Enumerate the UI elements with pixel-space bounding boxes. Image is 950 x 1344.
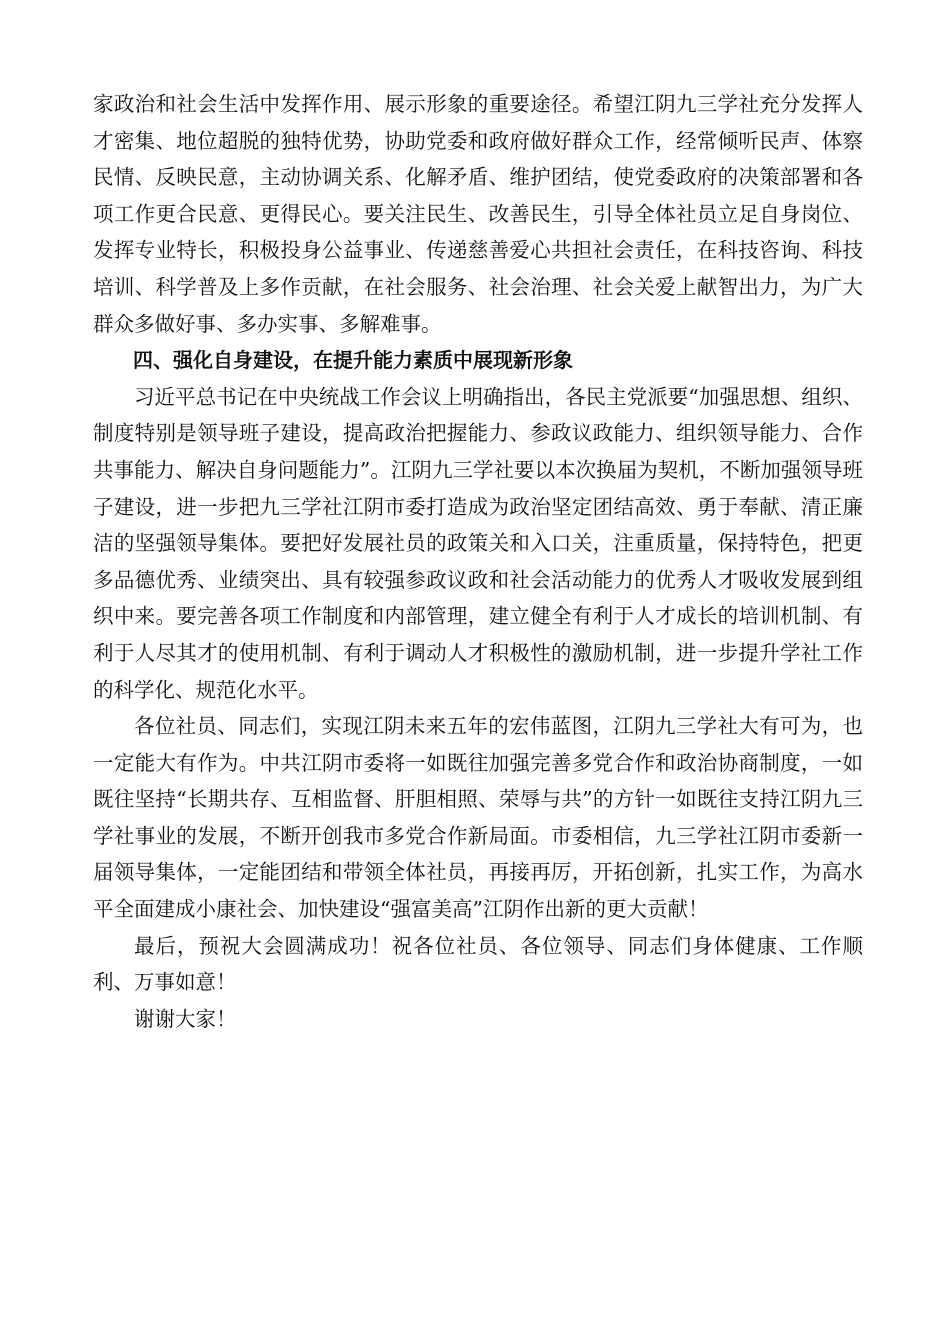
body-paragraph-thanks: 谢谢大家！: [134, 1006, 237, 1031]
document-page: [93, 86, 863, 1037]
body-paragraph-wishes: 最后，预祝大会圆满成功！祝各位社员、各位领导、同志们身体健康、工作顺利、万事如意！: [93, 933, 863, 995]
body-paragraph-continuation: 家政治和社会生活中发挥作用、展示形象的重要途径。希望江阴九三学社充分发挥人才密集、地位超脱的独特优势，协助党委和政府做好群众工作，经常倾听民声、体察民情、反映民意，主动协调关系、化解矛盾、维护团结，使党委政府的决策部署和各项工作更合民意、更得民心。要关注民生、改善民生，引导全体社员立足自身岗位、发挥专业特长，积极投身公益事业、传递慈善爱心共担社会责任，在科技咨询、科技培训、科学普及上多作贡献，在社会服务、社会治理、社会关爱上献智出力，为广大群众多做好事、多办实事、多解难事。: [93, 92, 863, 336]
section-heading-4: 四、强化自身建设，在提升能力素质中展现新形象: [133, 348, 573, 373]
body-paragraph-closing: 各位社员、同志们，实现江阴未来五年的宏伟蓝图，江阴九三学社大有可为，也一定能大有作为。中共江阴市委将一如既往加强完善多党合作和政治协商制度，一如既往坚持“长期共存、互相监督、肝胆相照、荣辱与共”的方针一如既往支持江阴九三学社事业的发展，不断开创我市多党合作新局面。市委相信，九三学社江阴市委新一届领导集体，一定能团结和带领全体社员，再接再厉，开拓创新，扎实工作，为高水平全面建成小康社会、加快建设“强富美高”江阴作出新的更大贡献！: [93, 714, 863, 922]
body-paragraph-self-building: 习近平总书记在中央统战工作会议上明确指出，各民主党派要“加强思想、组织、制度特别是领导班子建设，提高政治把握能力、参政议政能力、组织领导能力、合作共事能力、解决自身问题能力”。江阴九三学社要以本次换届为契机，不断加强领导班子建设，进一步把九三学社江阴市委打造成为政治坚定团结高效、勇于奉献、清正廉洁的坚强领导集体。要把好发展社员的政策关和入口关，注重质量，保持特色，把更多品德优秀、业绩突出、具有较强参政议政和社会活动能力的优秀人才吸收发展到组织中来。要完善各项工作制度和内部管理，建立健全有利于人才成长的培训机制、有利于人尽其才的使用机制、有利于调动人才积极性的激励机制，进一步提升学社工作的科学化、规范化水平。: [93, 384, 863, 702]
